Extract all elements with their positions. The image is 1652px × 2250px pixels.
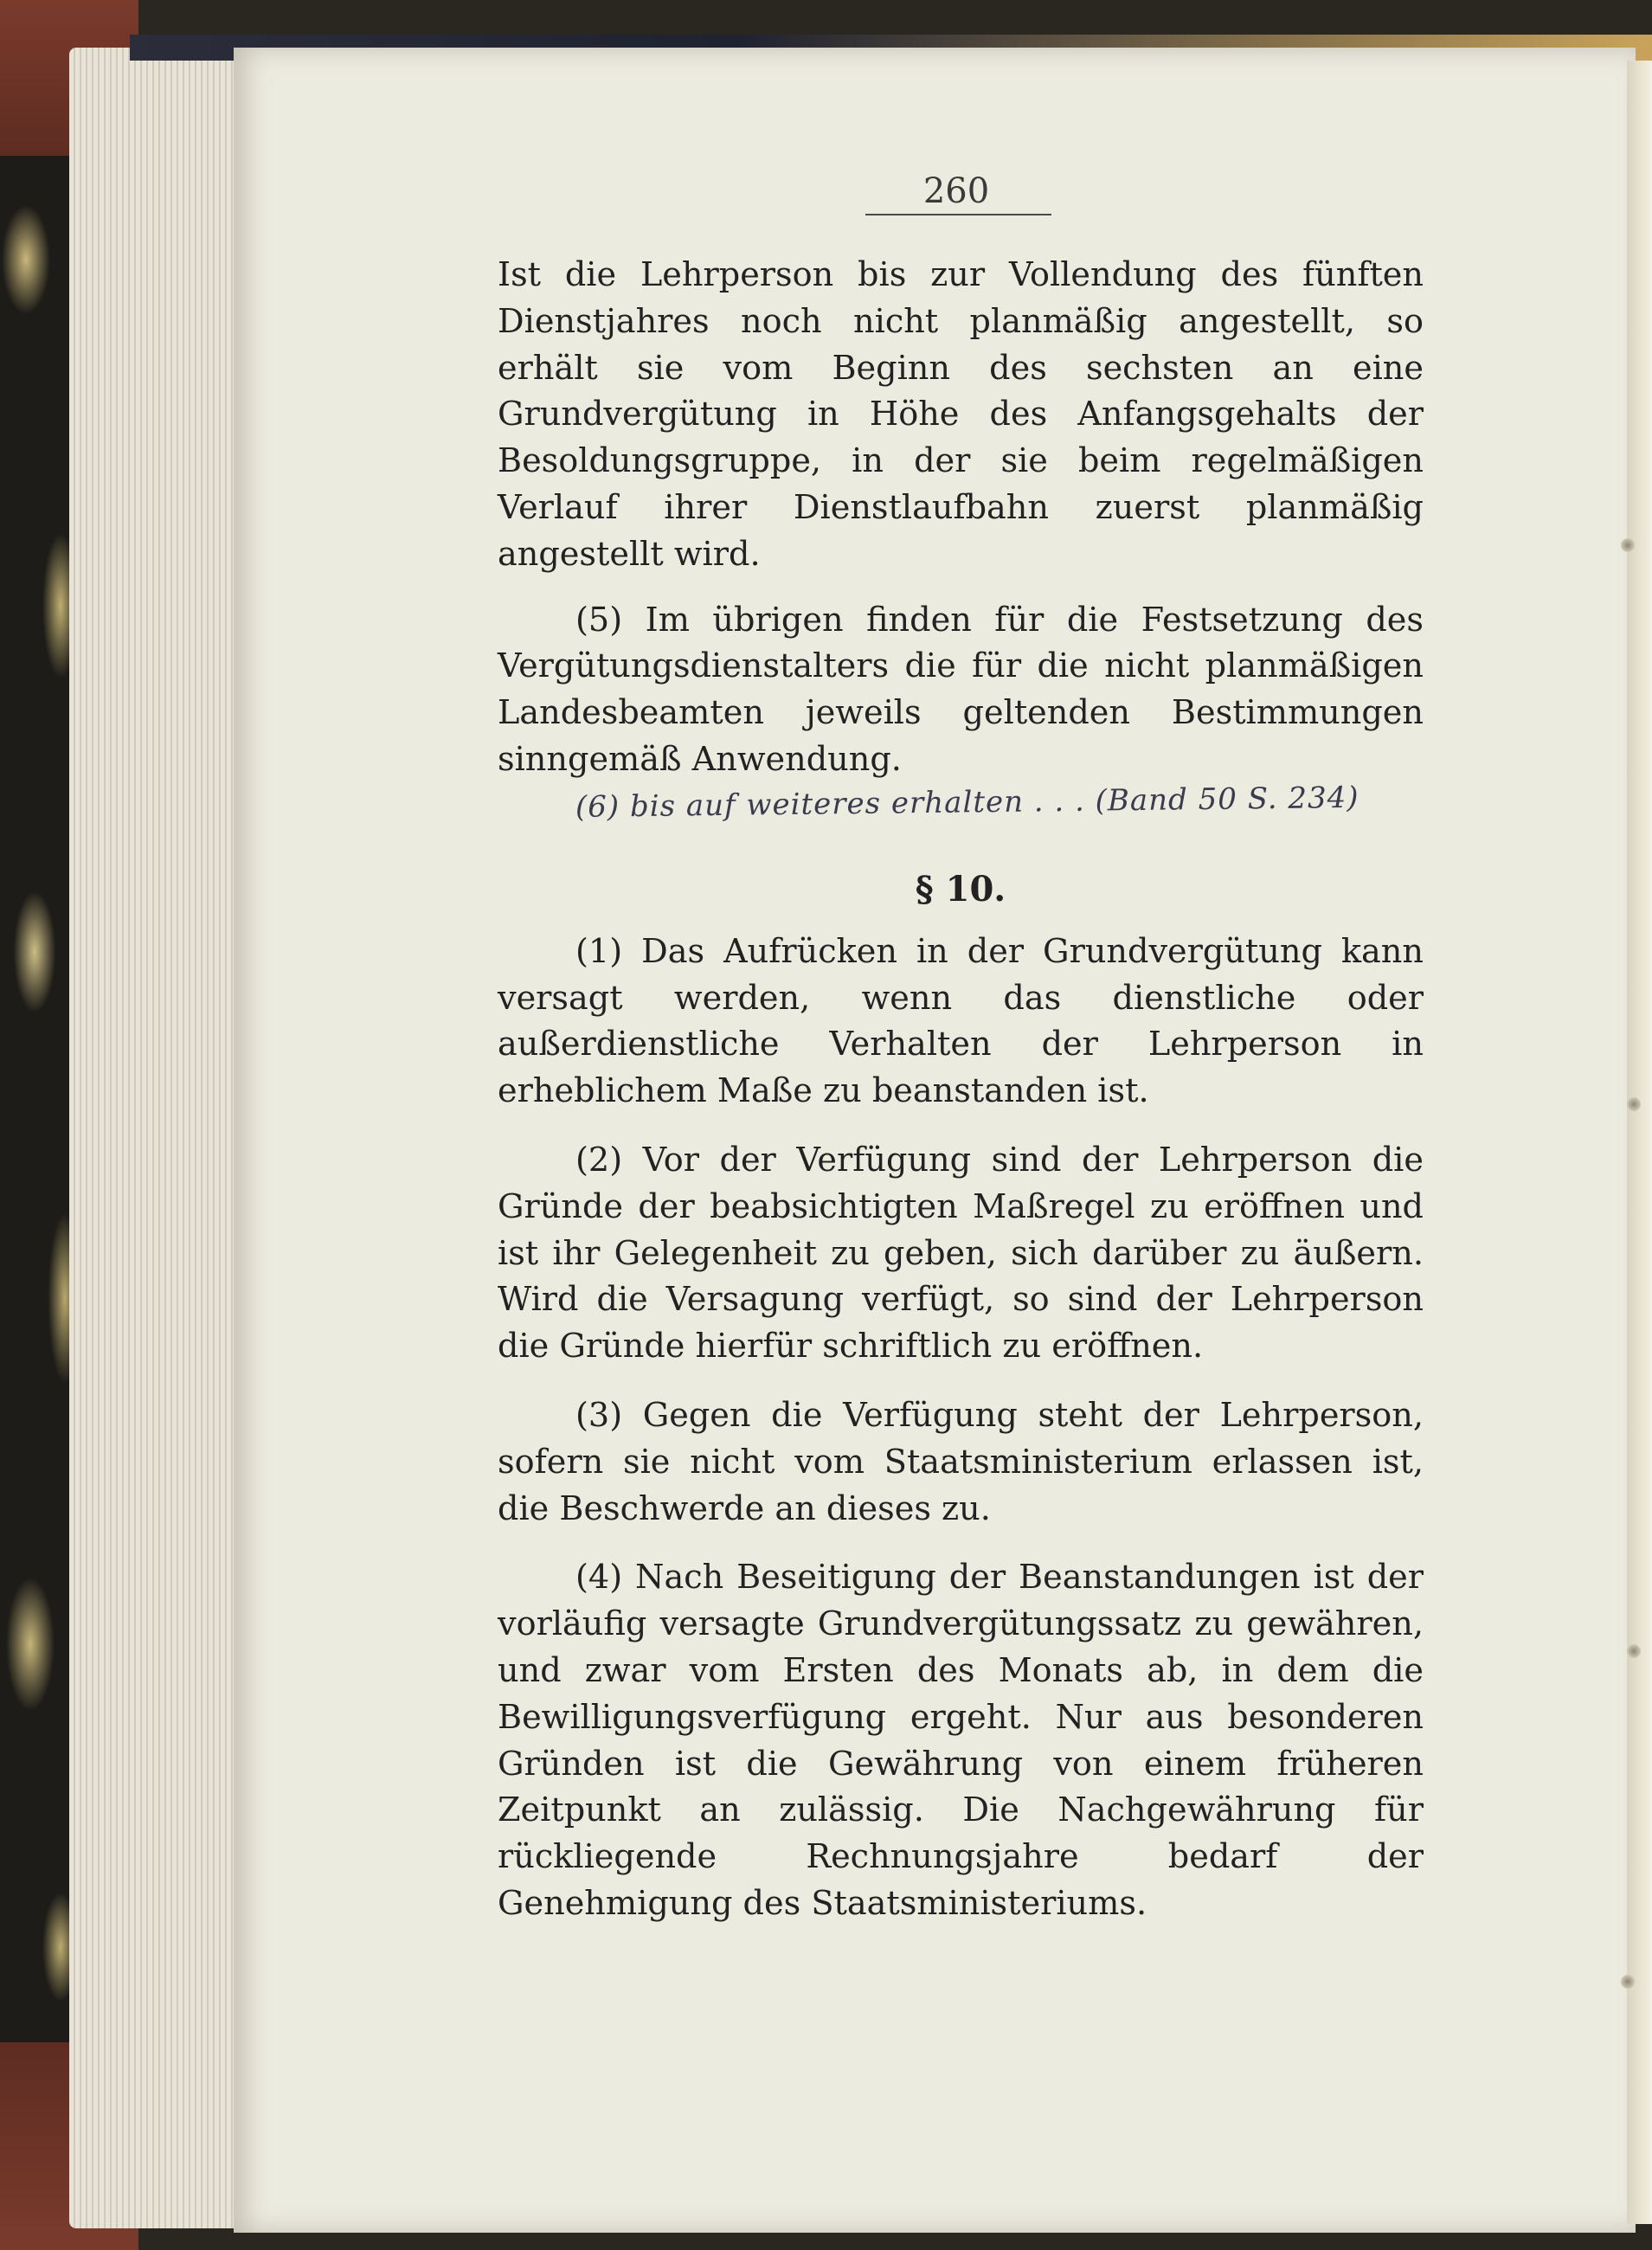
binding-hole: [1621, 538, 1635, 552]
paragraph: (1) Das Aufrücken in der Grundvergütung kann versagt werden, wenn das dienstliche oder außerdienstliche Verhalten der Lehrperson in erheblichem Maße zu beanstanden ist.: [498, 932, 1424, 1111]
paragraph: (5) Im übrigen finden für die Festsetzung des Vergütungsdienstalters die für die nicht planmäßigen Landesbeamten jeweils geltenden Bestimmungen sinngemäß Anwendung.: [498, 601, 1424, 779]
paragraph: (4) Nach Beseitigung der Beanstandungen ist der vorläufig versagte Grundvergütungssatz zu gewähren, und zwar vom Ersten des Monats ab, in dem die Bewilligungsverfügung ergeht. Nur aus besonderen Gründen ist die Gewährung von einem früheren Zeitpunkt an zulässig. Die Nachgewährung für rückliegende Rechnungsjahre bedarf der Genehmigung des Staatsministeriums.: [498, 1559, 1424, 1923]
page-content: [498, 253, 1424, 1928]
header-rule: [865, 214, 1051, 215]
binding-hole: [1621, 1975, 1635, 1989]
binding-hole: [1627, 1097, 1641, 1111]
paragraph: (2) Vor der Verfügung sind der Lehrperson die Gründe der beabsichtigten Maßregel zu eröffnen und ist ihr Gelegenheit zu geben, sich darüber zu äußern. Wird die Versagung verfügt, so sind der Lehrperson die Gründe hierfür schriftlich zu eröffnen.: [498, 1141, 1424, 1366]
paragraph: Ist die Lehrperson bis zur Vollendung des fünften Dienstjahres noch nicht planmäßig angestellt, so erhält sie vom Beginn des sechsten an eine Grundvergütung in Höhe des Anfangsgehalts der Besoldungsgruppe, in der sie beim regelmäßigen Verlauf ihrer Dienstlaufbahn zuerst planmäßig angestellt wird.: [498, 256, 1424, 574]
page-number: 260: [922, 171, 990, 211]
handwritten-annotation: (6) bis auf weiteres erhalten . . . (Band 50 S. 234): [575, 780, 1360, 825]
page-stack-edge: [69, 48, 242, 2228]
binding-hole: [1627, 1644, 1641, 1658]
page-right-edge: [1627, 61, 1652, 2224]
paragraph: (3) Gegen die Verfügung steht der Lehrperson, sofern sie nicht vom Staatsministerium erlassen ist, die Beschwerde an dieses zu.: [498, 1396, 1424, 1528]
section-heading: § 10.: [915, 868, 1006, 910]
